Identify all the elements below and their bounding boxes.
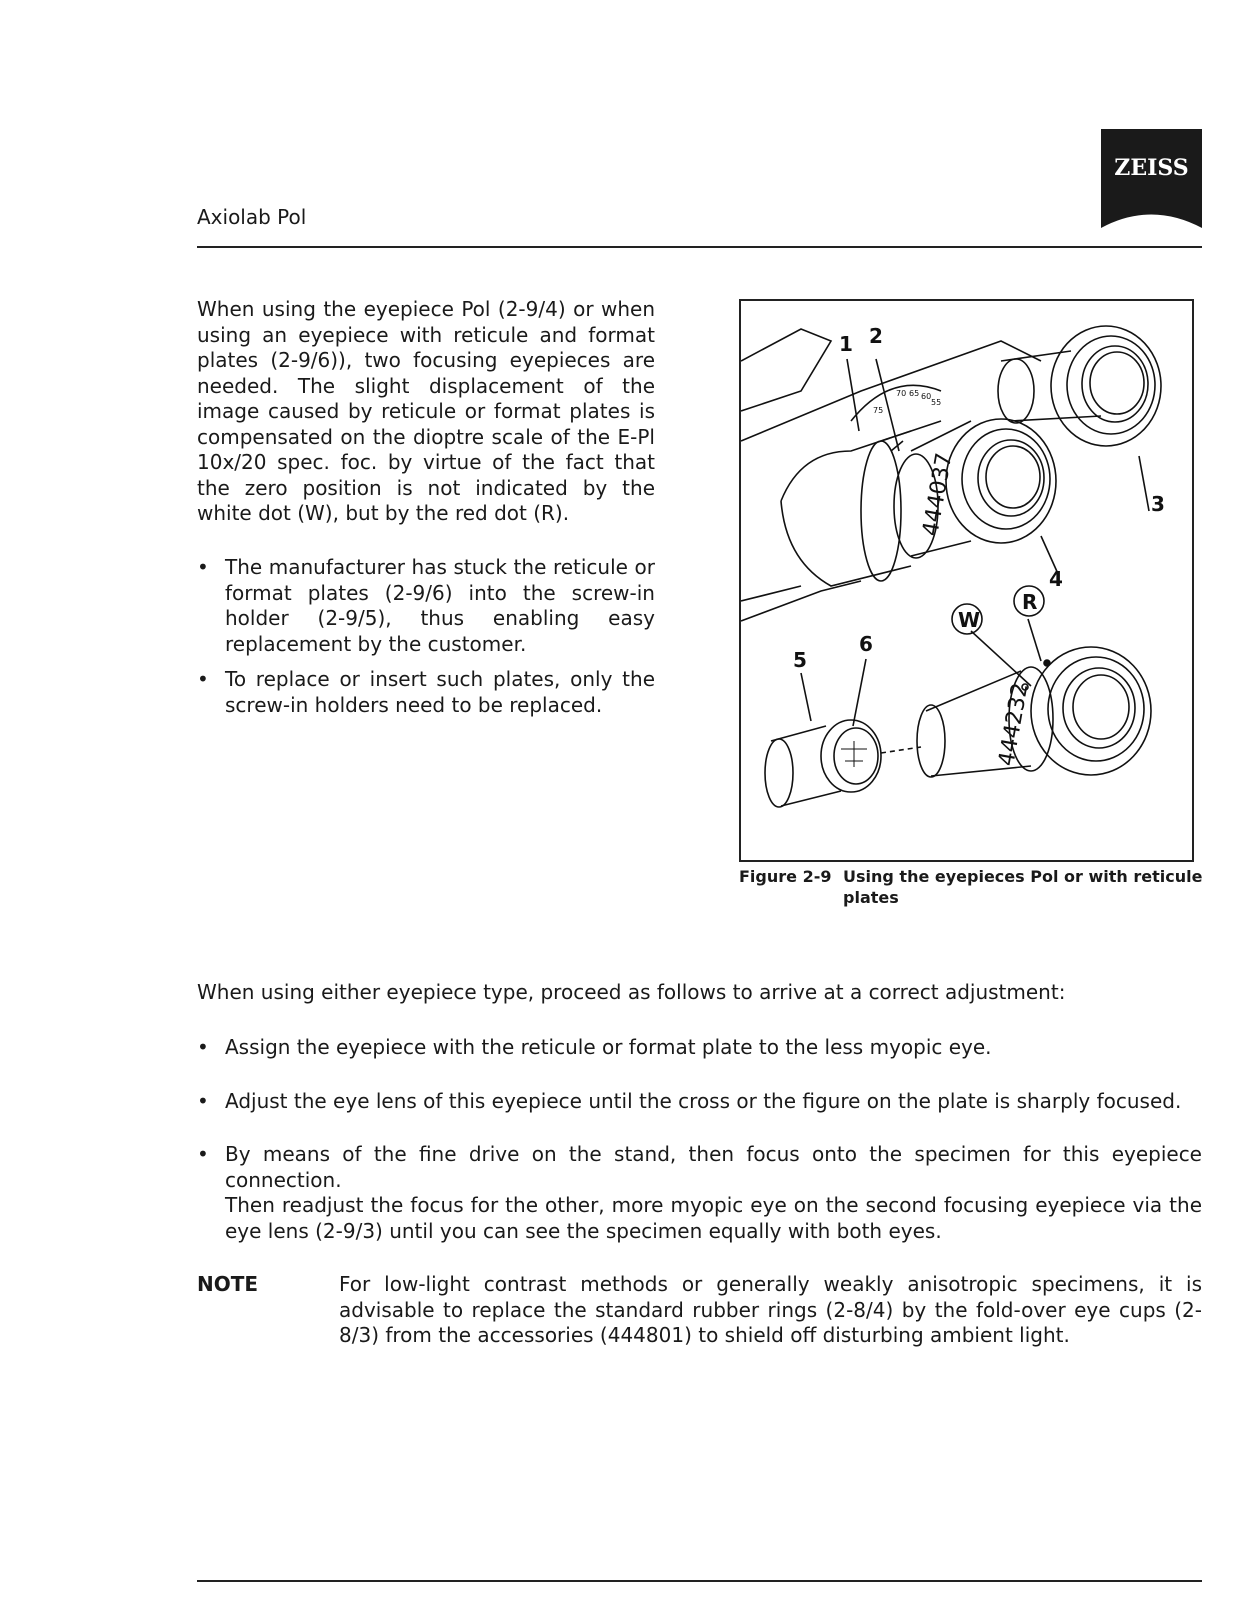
bullet-dot: •	[197, 1142, 209, 1166]
footer-rule	[197, 1580, 1202, 1582]
list-item: • By means of the fine drive on the stand, then focus onto the specimen for this eyepiece connection. Then readjust the focus for the other, more myopic eye on the second focusing eyepiece via the eye lens (2-9/3) until you can see the specimen equally with both eyes.	[197, 1142, 1202, 1243]
list-item-continuation: Then readjust the focus for the other, more myopic eye on the second focusing eyepiece via the eye lens (2-9/3) until you can see the specimen equally with both eyes.	[225, 1193, 1202, 1243]
list-item: • The manufacturer has stuck the reticule or format plates (2-9/6) into the screw-in holder (2-9/5), thus enabling easy replacement by the customer.	[197, 555, 655, 656]
callout-1: 1	[839, 332, 853, 356]
scale-tick: 75	[873, 406, 884, 415]
serial-number-upper: 444037	[918, 450, 958, 539]
figure-eyepieces	[739, 299, 1194, 862]
callout-3: 3	[1151, 492, 1165, 516]
logo-text: ZEISS	[1114, 155, 1189, 181]
bullet-dot: •	[197, 555, 209, 579]
intro-paragraph: When using the eyepiece Pol (2-9/4) or when using an eyepiece with reticule and format plates (2-9/6)), two focusing eyepieces are needed. The slight displacement of the image caused by reticule or format plates is compensated on the dioptre scale of the E-Pl 10x/20 spec. foc. by virtue of the fact that the zero position is not indicated by the white dot (W), but by the red dot (R).	[197, 297, 655, 525]
figure-number: Figure 2-9	[739, 867, 832, 886]
note-label: NOTE	[197, 1272, 259, 1296]
list-item: • Adjust the eye lens of this eyepiece until the cross or the figure on the plate is sharply focused.	[197, 1088, 1182, 1113]
callout-5: 5	[793, 648, 807, 672]
running-header-title: Axiolab Pol	[197, 205, 307, 229]
serial-number-lower: 444232	[994, 680, 1034, 769]
callout-4: 4	[1049, 567, 1063, 591]
callout-r: R	[1022, 590, 1038, 614]
list-item: • Assign the eyepiece with the reticule or format plate to the less myopic eye.	[197, 1035, 992, 1059]
left-bullet-list	[197, 555, 655, 728]
callout-6: 6	[859, 632, 873, 656]
list-item: • To replace or insert such plates, only the screw-in holders need to be replaced.	[197, 667, 655, 717]
callout-w: W	[958, 608, 981, 632]
procedure-lead: When using either eyepiece type, proceed as follows to arrive at a correct adjustment:	[197, 980, 1066, 1004]
zeiss-logo	[1101, 129, 1202, 228]
bullet-dot: •	[197, 1035, 209, 1059]
note-text: For low-light contrast methods or generally weakly anisotropic specimens, it is advisable to replace the standard rubber rings (2-8/4) by the fold-over eye cups (2-8/3) from the accessories (444801) to shield off disturbing ambient light.	[339, 1272, 1202, 1347]
scale-tick: 60	[921, 392, 932, 401]
eyepieces-illustration	[741, 301, 1194, 862]
scale-tick: 55	[931, 398, 942, 407]
procedure-list	[197, 1035, 1202, 1272]
header-rule	[197, 246, 1202, 248]
figure-caption-text: Using the eyepieces Pol or with reticule plates	[843, 867, 1203, 907]
scale-tick: 65	[909, 389, 920, 398]
scale-tick: 70	[896, 389, 907, 398]
bullet-dot: •	[197, 667, 209, 691]
callout-2: 2	[869, 324, 883, 348]
bullet-dot: •	[197, 1088, 209, 1113]
